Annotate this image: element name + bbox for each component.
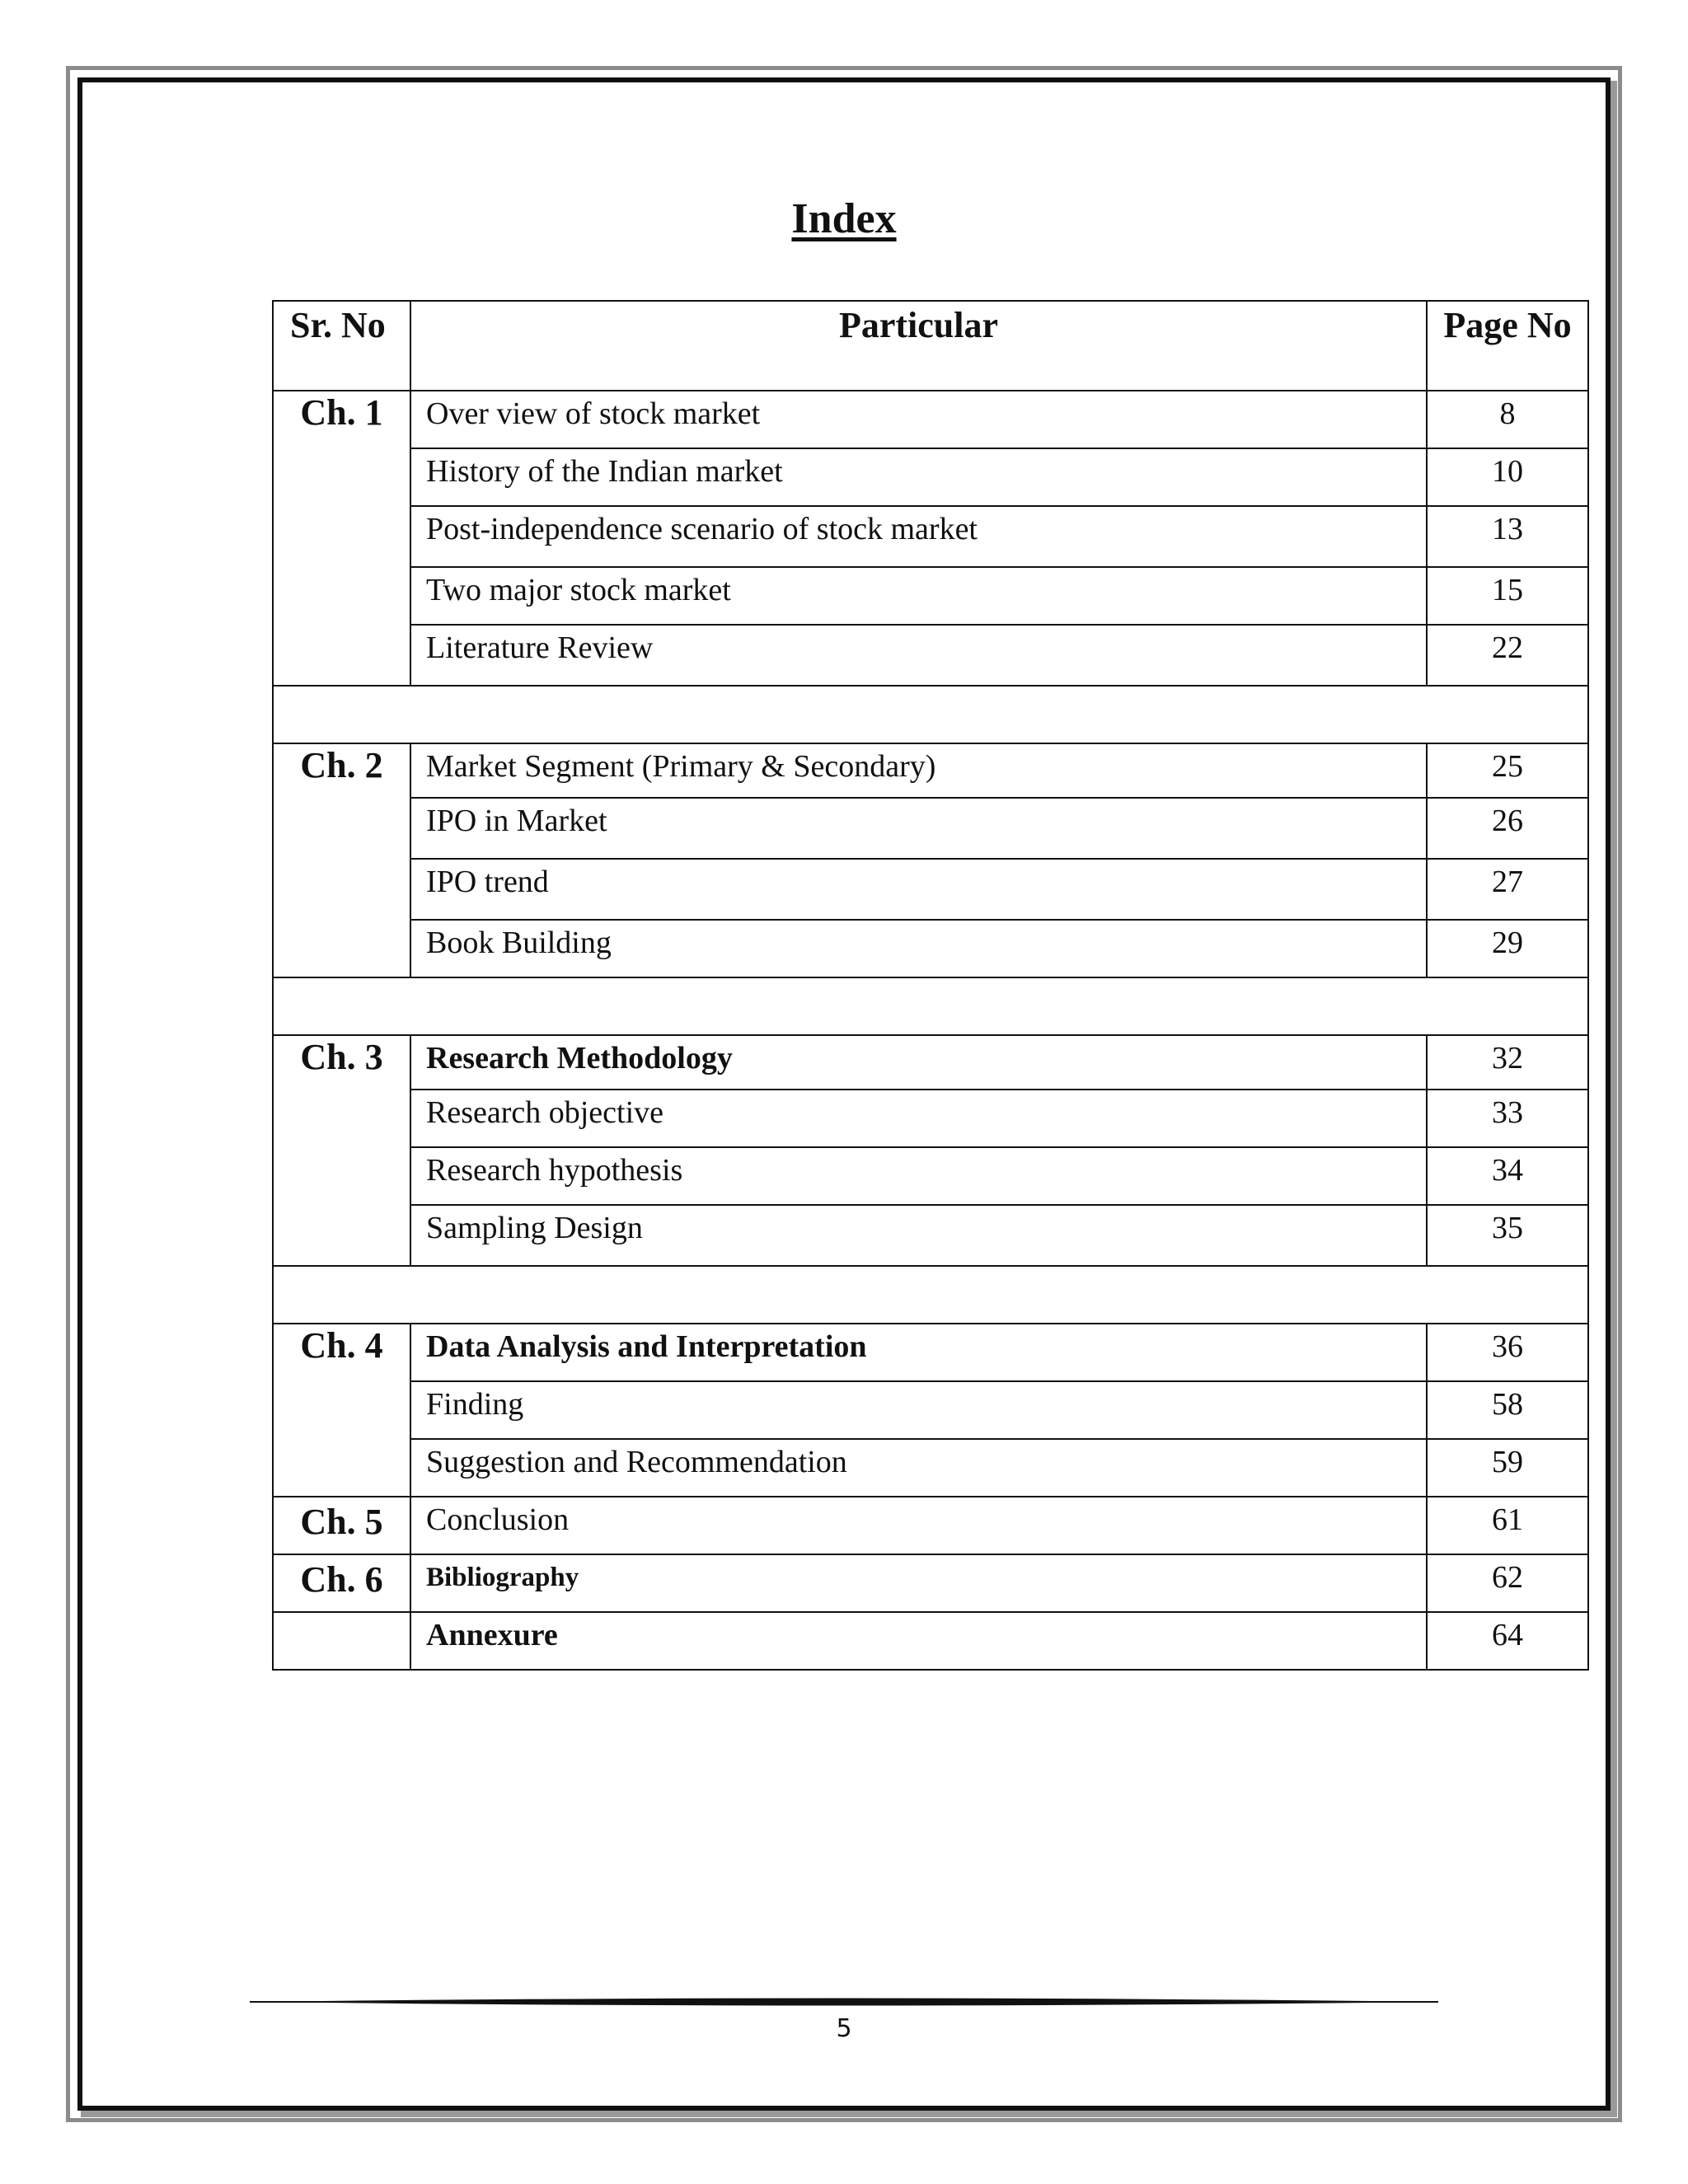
row-page: 15 <box>1427 567 1588 625</box>
row-label: IPO in Market <box>410 798 1427 859</box>
row-label: Research hypothesis <box>410 1147 1427 1205</box>
table-row <box>273 506 1588 567</box>
table-row <box>273 1205 1588 1266</box>
row-page: 27 <box>1427 859 1588 920</box>
row-page: 10 <box>1427 448 1588 506</box>
row-page: 61 <box>1427 1497 1588 1554</box>
row-page: 22 <box>1427 625 1588 686</box>
row-page: 35 <box>1427 1205 1588 1266</box>
row-label: Market Segment (Primary & Secondary) <box>410 743 1427 798</box>
table-row <box>273 1324 1588 1381</box>
table-row <box>273 1497 1588 1554</box>
table-row <box>273 743 1588 798</box>
table-row <box>273 567 1588 625</box>
footer-divider <box>250 1993 1438 2011</box>
spacer-row <box>273 686 1588 743</box>
row-label: Finding <box>410 1381 1427 1439</box>
spacer-cell <box>273 1266 1588 1324</box>
table-row <box>273 1439 1588 1497</box>
row-label: Research objective <box>410 1090 1427 1147</box>
page-number: 5 <box>836 2014 852 2043</box>
chapter-cell <box>273 1612 410 1670</box>
row-page: 32 <box>1427 1035 1588 1090</box>
spacer-row <box>273 1266 1588 1324</box>
chapter-cell: Ch. 3 <box>273 1035 410 1266</box>
table-row <box>273 448 1588 506</box>
row-page: 8 <box>1427 391 1588 448</box>
row-page: 64 <box>1427 1612 1588 1670</box>
table-row <box>273 1381 1588 1439</box>
row-label: Conclusion <box>410 1497 1427 1554</box>
index-table <box>272 300 1589 1671</box>
table-row <box>273 391 1588 448</box>
spacer-cell <box>273 977 1588 1035</box>
page-border-shadow-right <box>1611 81 1617 2114</box>
row-label: Suggestion and Recommendation <box>410 1439 1427 1497</box>
row-page: 13 <box>1427 506 1588 567</box>
chapter-cell: Ch. 6 <box>273 1554 410 1612</box>
page-border-shadow-bottom <box>81 2111 1617 2117</box>
row-label: History of the Indian market <box>410 448 1427 506</box>
spacer-cell <box>273 686 1588 743</box>
row-label: Book Building <box>410 920 1427 977</box>
row-page: 58 <box>1427 1381 1588 1439</box>
table-row <box>273 859 1588 920</box>
row-page: 59 <box>1427 1439 1588 1497</box>
table-row <box>273 1035 1588 1090</box>
row-page: 25 <box>1427 743 1588 798</box>
header-particular: Particular <box>410 301 1427 391</box>
table-row <box>273 1612 1588 1670</box>
row-label: Two major stock market <box>410 567 1427 625</box>
table-row <box>273 920 1588 977</box>
table-row <box>273 625 1588 686</box>
chapter-cell: Ch. 1 <box>273 391 410 686</box>
chapter-cell: Ch. 2 <box>273 743 410 977</box>
row-page: 36 <box>1427 1324 1588 1381</box>
table-row <box>273 1090 1588 1147</box>
table-row <box>273 798 1588 859</box>
row-label: Research Methodology <box>410 1035 1427 1090</box>
row-label: Data Analysis and Interpretation <box>410 1324 1427 1381</box>
row-label: Annexure <box>410 1612 1427 1670</box>
page-title: Index <box>791 195 897 242</box>
chapter-cell: Ch. 4 <box>273 1324 410 1497</box>
row-label: Over view of stock market <box>410 391 1427 448</box>
row-page: 34 <box>1427 1147 1588 1205</box>
row-label: Post-independence scenario of stock market <box>410 506 1427 567</box>
table-header-row <box>273 301 1588 391</box>
row-page: 29 <box>1427 920 1588 977</box>
row-page: 33 <box>1427 1090 1588 1147</box>
row-label: IPO trend <box>410 859 1427 920</box>
header-sr-no: Sr. No <box>273 301 410 391</box>
header-page-no: Page No <box>1427 301 1588 391</box>
table-row <box>273 1147 1588 1205</box>
row-label: Literature Review <box>410 625 1427 686</box>
row-page: 62 <box>1427 1554 1588 1612</box>
row-label: Sampling Design <box>410 1205 1427 1266</box>
chapter-cell: Ch. 5 <box>273 1497 410 1554</box>
table-row <box>273 1554 1588 1612</box>
row-page: 26 <box>1427 798 1588 859</box>
row-label: Bibliography <box>410 1554 1427 1612</box>
spacer-row <box>273 977 1588 1035</box>
